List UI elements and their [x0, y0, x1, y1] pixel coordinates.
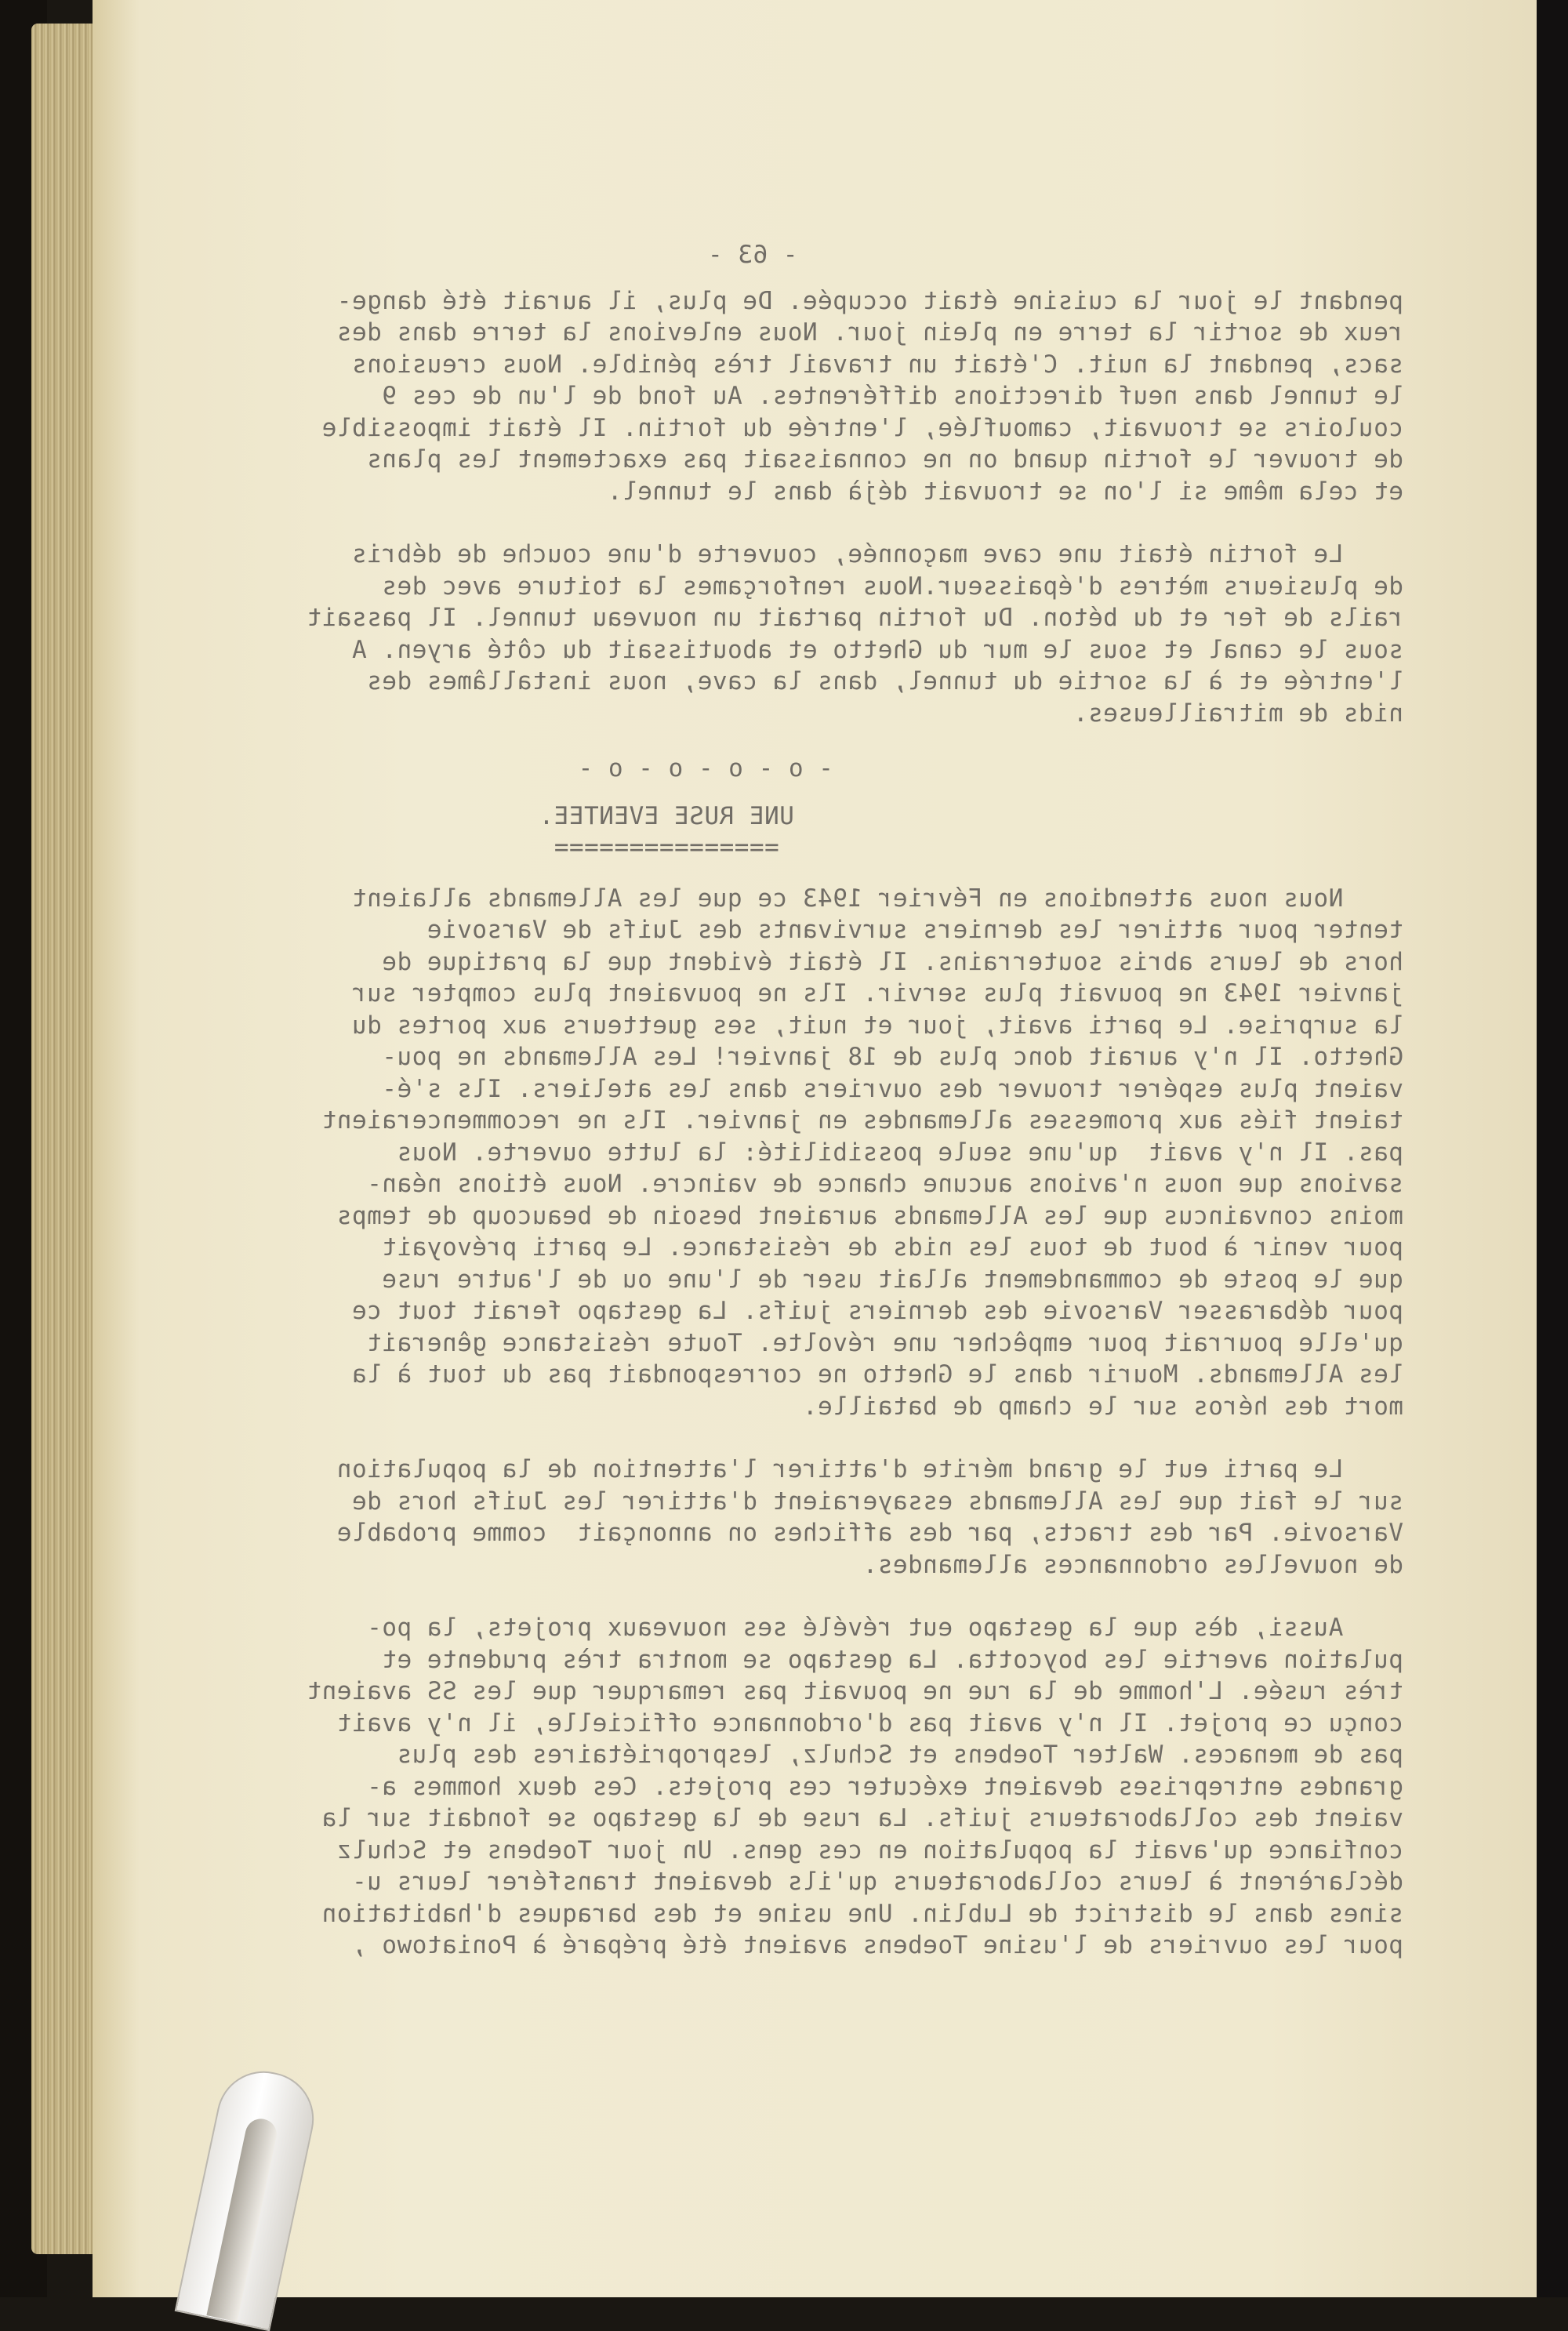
text-line: confiance qu'avait la population en ces gens. Un jour Toebens et Schulz: [336, 1835, 1403, 1864]
text-line: sacs, pendant la nuit. C'était un travail très pénible. Nous creusions: [351, 350, 1403, 379]
text-line: et cela même si l'on se trouvait déjà dans le tunnel.: [607, 477, 1403, 506]
book-page-edges: [31, 24, 102, 2254]
section-separator: - o - o - o - o -: [578, 754, 833, 782]
text-line: les Allemands. Mourir dans le Ghetto ne correspondait pas du tout à la: [351, 1360, 1403, 1389]
text-line: conçu ce projet. Il n'y avait pas d'ordonnance officielle, il n'y avait: [336, 1708, 1403, 1737]
text-line: mort des héros sur le champ de bataille.: [802, 1392, 1403, 1421]
text-line: de plusieurs mètres d'épaisseur.Nous renforçames la toiture avec des: [381, 572, 1403, 601]
text-line: grandes entreprises devaient exécuter ces projets. Ces deux hommes a-: [366, 1772, 1403, 1801]
paragraph-2: [102, 539, 1403, 729]
page-text: [102, 239, 1403, 1962]
text-line: pendant le jour la cuisine était occupée. De plus, il aurait été dange-: [336, 286, 1403, 315]
text-line: Nous nous attendions en Février 1943 ce que les Allemands allaient: [351, 884, 1403, 913]
text-line: de trouver le fortin quand on ne connaissait pas exactement les plans: [366, 445, 1403, 474]
text-line: taient fiés aux promesses allemandes en janvier. Ils ne recommenceraient: [321, 1106, 1403, 1135]
text-line: déclarèrent à leurs collaborateurs qu'ils devaient transférer leurs u-: [351, 1868, 1403, 1896]
text-line: nids de mitrailleuses.: [1073, 699, 1403, 728]
text-line: reux de sortir la terre en plein jour. Nous enlevions la terre dans des: [336, 318, 1403, 347]
text-line: que le poste de commandement allait user de l'une ou de l'autre ruse: [381, 1265, 1403, 1294]
text-line: pour venir à bout de tous les nids de résistance. Le parti prévoyait: [381, 1233, 1403, 1262]
text-line: tenter pour attirer les derniers survivants des Juifs de Varsovie: [426, 916, 1403, 944]
bleed-through-text-layer: [93, 0, 1537, 2297]
text-line: rails de fer et du béton. Du fortin partait un nouveau tunnel. Il passait: [307, 604, 1403, 632]
text-line: de nouvelles ordonnances allemandes.: [862, 1550, 1403, 1579]
paragraph-1: [102, 285, 1403, 508]
text-line: moins convaincus que les Allemands auraient besoin de beaucoup de temps: [336, 1201, 1403, 1230]
text-line: savions que nous n'avions aucune chance de vaincre. Nous étions néan-: [366, 1170, 1403, 1198]
text-line: hors de leurs abris souterrains. Il était évident que la pratique de: [381, 947, 1403, 976]
text-line: qu'elle pourrait pour empêcher une révolte. Toute résistance gênerait: [366, 1328, 1403, 1357]
text-line: vaient des collaborateurs juifs. La ruse de la gestapo se fondait sur la: [321, 1804, 1403, 1832]
text-line: très rusée. L'homme de la rue ne pouvait pas remarquer que les SS avaient: [307, 1677, 1403, 1705]
text-line: Varsovie. Par des tracts, par des affiches on annonçait comme probable: [336, 1519, 1403, 1547]
text-line: janvier 1943 ne pouvait plus servir. Ils ne pouvaient plus compter sur: [351, 979, 1403, 1008]
text-line: Ghetto. Il n'y aurait donc plus de 18 janvier! Les Allemands ne pou-: [381, 1043, 1403, 1071]
text-line: Aussi, dès que la gestapo eut révélé ses nouveaux projets, la po-: [366, 1614, 1403, 1642]
text-line: l'entrée et à la sortie du tunnel, dans la cave, nous installâmes des: [366, 667, 1403, 695]
text-line: sur le fait que les Allemands essayeraient d'attirer les Juifs hors de: [351, 1487, 1403, 1516]
scanner-background-right: [1537, 0, 1568, 2297]
text-line: Le parti eut le grand mérite d'attirer l'attention de la population: [336, 1455, 1403, 1483]
text-line: couloirs se trouvait, camouflée, l'entrée du fortin. Il était impossible: [321, 413, 1403, 442]
paragraph-5: [102, 1612, 1403, 1962]
paragraph-4: [102, 1454, 1403, 1581]
text-line: sous le canal et sous le mur du Ghetto et aboutissait du côté aryen. A: [351, 635, 1403, 664]
paragraph-3: [102, 883, 1403, 1423]
text-line: sines dans le district de Lublin. Une usine et des baraques d'habitation: [321, 1899, 1403, 1928]
text-line: pulation avertie les boycotta. La gestapo se montra très prudente et: [381, 1645, 1403, 1674]
text-line: la surprise. Le parti avait, jour et nuit, ses guetteurs aux portes du: [351, 1011, 1403, 1040]
page-number: - 63 -: [707, 241, 798, 269]
text-line: pour débarasser Varsovie des derniers juifs. La gestapo ferait tout ce: [351, 1297, 1403, 1325]
title-underline: ===============: [554, 833, 779, 862]
text-line: pas. Il n'y avait qu'une seule possibilité: la lutte ouverte. Nous: [397, 1138, 1403, 1167]
text-line: pas de menaces. Walter Toebens et Schulz, lespropriétaires des plus: [397, 1741, 1403, 1769]
text-line: vaient plus espérer trouver des ouvriers dans les ateliers. Ils s'é-: [381, 1074, 1403, 1103]
text-line: le tunnel dans neuf directions différentes. Au fond de l'un de ces 9: [381, 382, 1403, 410]
section-title: UNE RUSE EVENTEE.: [539, 801, 794, 830]
text-line: pour les ouvriers de l'usine Toebens avaient été préparé à Poniatowo ,: [351, 1931, 1403, 1959]
text-line: Le fortin était une cave maçonnée, couverte d'une couche de débris: [351, 540, 1403, 568]
